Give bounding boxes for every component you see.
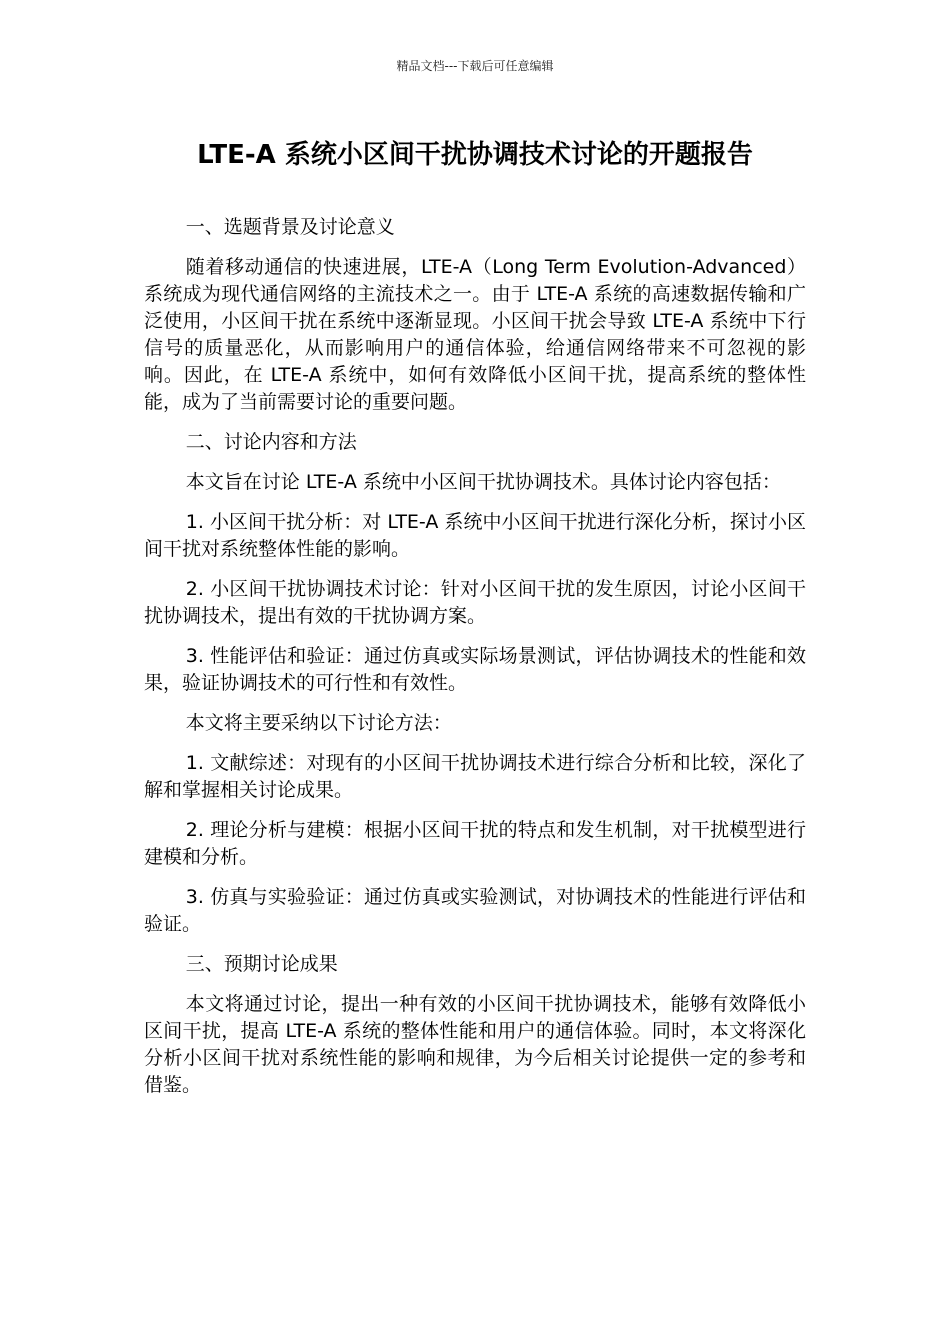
document-body [144,214,806,1112]
paragraph-method-intro: 本文将主要采纳以下讨论方法： [185,712,452,734]
section-heading-content-method: 二、讨论内容和方法 [185,431,357,453]
list-item-content-1: 1. 小区间干扰分析：对 LTE-A 系统中小区间干扰进行深化分析，探讨小区间干扰对系统整体性能的影响。 [144,511,806,560]
list-item-method-3: 3. 仿真与实验验证：通过仿真或实验测试，对协调技术的性能进行评估和验证。 [144,886,806,935]
section-heading-background: 一、选题背景及讨论意义 [185,216,395,238]
paragraph-background: 随着移动通信的快速进展，LTE-A（Long Term Evolution-Advanced）系统成为现代通信网络的主流技术之一。由于 LTE-A 系统的高速数据传输和广泛使用，小区间干扰在系统中逐渐显现。小区间干扰会导致 LTE-A 系统中下行信号的质量恶化，从而影响用户的通信体验，给通信网络带来不可忽视的影响。因此，在 LTE-A 系统中，如何有效降低小区间干扰，提高系统的整体性能，成为了当前需要讨论的重要问题。 [144,256,806,413]
list-item-method-1: 1. 文献综述：对现有的小区间干扰协调技术进行综合分析和比较，深化了解和掌握相关讨论成果。 [144,752,806,801]
document-title: LTE-A 系统小区间干扰协调技术讨论的开题报告 [197,140,753,170]
list-item-content-2: 2. 小区间干扰协调技术讨论：针对小区间干扰的发生原因，讨论小区间干扰协调技术，提出有效的干扰协调方案。 [144,578,806,627]
header-note: 精品文档---下载后可任意编辑 [396,59,554,73]
section-heading-expected-results: 三、预期讨论成果 [185,953,338,975]
list-item-method-2: 2. 理论分析与建模：根据小区间干扰的特点和发生机制，对干扰模型进行建模和分析。 [144,819,806,868]
paragraph-expected-results: 本文将通过讨论，提出一种有效的小区间干扰协调技术，能够有效降低小区间干扰，提高 LTE-A 系统的整体性能和用户的通信体验。同时，本文将深化分析小区间干扰对系统性能的影响和规律，为今后相关讨论提供一定的参考和借鉴。 [144,993,806,1096]
paragraph-content-intro: 本文旨在讨论 LTE-A 系统中小区间干扰协调技术。具体讨论内容包括： [185,471,781,493]
list-item-content-3: 3. 性能评估和验证：通过仿真或实际场景测试，评估协调技术的性能和效果，验证协调技术的可行性和有效性。 [144,645,806,694]
